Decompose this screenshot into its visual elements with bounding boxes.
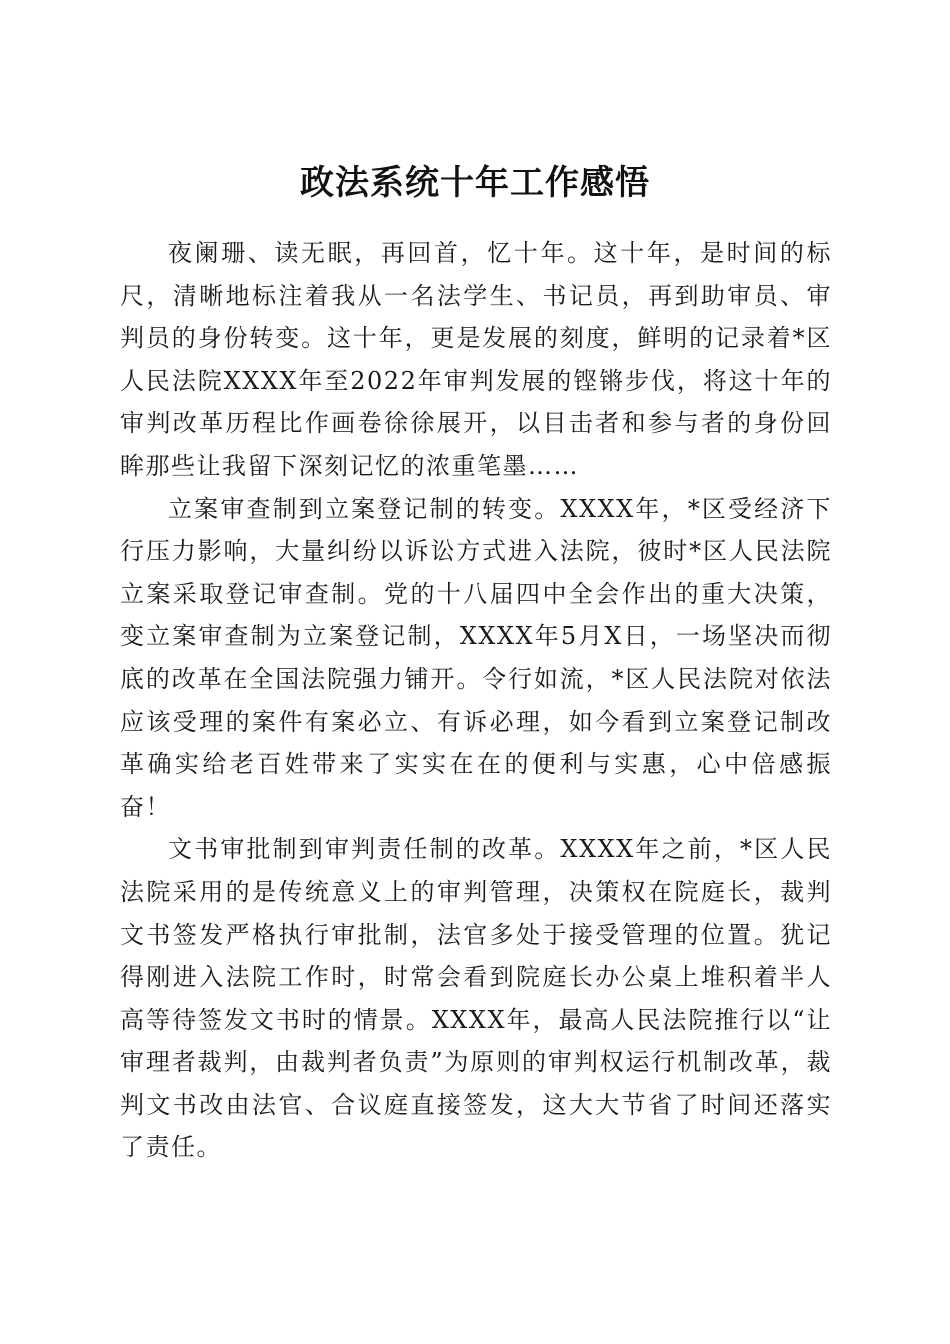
document-title: 政法系统十年工作感悟: [300, 162, 650, 203]
paragraph-intro: 夜阑珊、读无眠，再回首，忆十年。这十年，是时间的标尺，清晰地标注着我从一名法学生、书记员，再到助审员、审判员的身份转变。这十年，更是发展的刻度，鲜明的记录着*区人民法院XXXX年至2022年审判发展的铿锵步伐，将这十年的审判改革历程比作画卷徐徐展开，以目击者和参与者的身份回眸那些让我留下深刻记忆的浓重笔墨……: [120, 239, 832, 480]
document-body: [120, 232, 832, 1169]
paragraph-case-registration: 立案审查制到立案登记制的转变。XXXX年，*区受经济下行压力影响，大量纠纷以诉讼方式进入法院，彼时*区人民法院立案采取登记审查制。党的十八届四中全会作出的重大决策，变立案审查制为立案登记制，XXXX年5月X日，一场坚决而彻底的改革在全国法院强力铺开。令行如流，*区人民法院对依法应该受理的案件有案必立、有诉必理，如今看到立案登记制改革确实给老百姓带来了实实在在的便利与实惠，心中倍感振奋！: [120, 494, 832, 821]
paragraph-judicial-responsibility: 文书审批制到审判责任制的改革。XXXX年之前，*区人民法院采用的是传统意义上的审判管理，决策权在院庭长，裁判文书签发严格执行审批制，法官多处于接受管理的位置。犹记得刚进入法院工作时，时常会看到院庭长办公桌上堆积着半人高等待签发文书时的情景。XXXX年，最高人民法院推行以“让审理者裁判，由裁判者负责”为原则的审判权运行机制改革，裁判文书改由法官、合议庭直接签发，这大大节省了时间还落实了责任。: [120, 835, 832, 1162]
